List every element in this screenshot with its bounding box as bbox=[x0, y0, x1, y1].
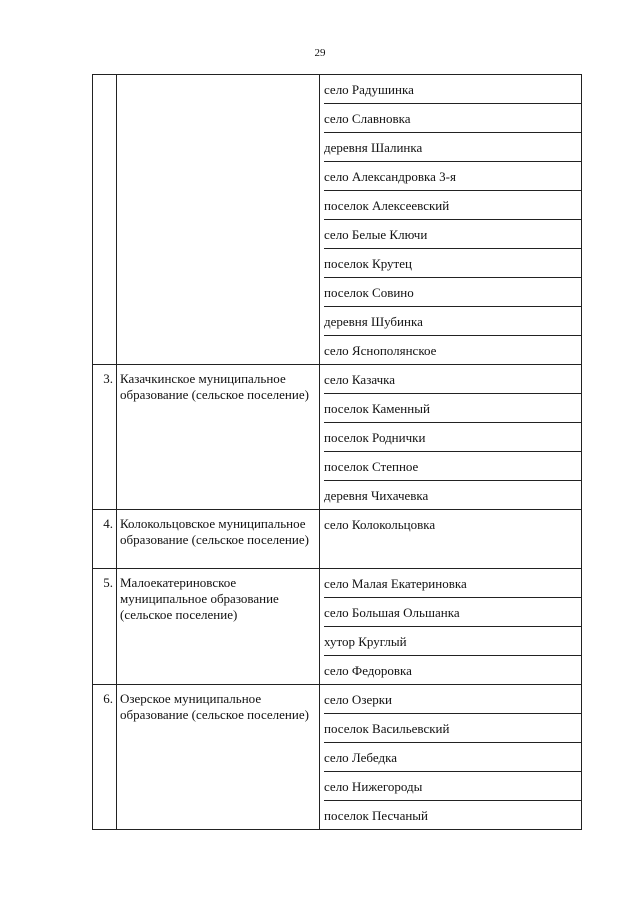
formation-number: 3. bbox=[93, 365, 117, 510]
settlements-table bbox=[92, 74, 582, 830]
settlement-item: село Нижегороды bbox=[324, 772, 581, 801]
formation-number: 4. bbox=[93, 510, 117, 569]
formation-number bbox=[93, 75, 117, 365]
settlement-item: поселок Совино bbox=[324, 278, 581, 307]
settlement-item: поселок Васильевский bbox=[324, 714, 581, 743]
settlement-item: деревня Чихачевка bbox=[324, 488, 429, 503]
settlement-item: село Озерки bbox=[324, 685, 581, 714]
settlement-item: поселок Песчаный bbox=[324, 808, 428, 823]
settlement-item: поселок Крутец bbox=[324, 249, 581, 278]
formation-number: 6. bbox=[93, 685, 117, 830]
formation-name: Малоекатериновское муниципальное образование (сельское поселение) bbox=[117, 569, 320, 685]
settlements-cell bbox=[320, 569, 582, 685]
settlements-cell bbox=[320, 365, 582, 510]
settlement-item: село Колокольцовка bbox=[324, 517, 436, 532]
table-row bbox=[93, 569, 582, 685]
table-row bbox=[93, 365, 582, 510]
formation-number: 5. bbox=[93, 569, 117, 685]
table-row bbox=[93, 75, 582, 365]
page-number: 29 bbox=[314, 47, 326, 59]
settlement-item: село Большая Ольшанка bbox=[324, 598, 581, 627]
settlements-cell bbox=[320, 75, 582, 365]
settlement-item: село Казачка bbox=[324, 365, 581, 394]
table-row bbox=[93, 685, 582, 830]
settlement-item: деревня Шубинка bbox=[324, 307, 581, 336]
settlement-item: село Радушинка bbox=[324, 75, 581, 104]
formation-name bbox=[117, 75, 320, 365]
settlement-item: село Славновка bbox=[324, 104, 581, 133]
settlement-item: село Лебедка bbox=[324, 743, 581, 772]
settlement-item: село Александровка 3-я bbox=[324, 162, 581, 191]
settlement-item: село Малая Екатериновка bbox=[324, 569, 581, 598]
settlement-item: поселок Алексеевский bbox=[324, 191, 581, 220]
settlement-item: поселок Каменный bbox=[324, 394, 581, 423]
formation-name: Колокольцовское муниципальное образование (сельское поселение) bbox=[117, 510, 320, 569]
settlement-item: поселок Роднички bbox=[324, 423, 581, 452]
settlement-item: село Белые Ключи bbox=[324, 220, 581, 249]
formation-name: Казачкинское муниципальное образование (сельское поселение) bbox=[117, 365, 320, 510]
settlement-item: село Яснополянское bbox=[324, 343, 437, 358]
settlements-cell bbox=[320, 510, 582, 569]
settlement-item: хутор Круглый bbox=[324, 627, 581, 656]
settlement-item: село Федоровка bbox=[324, 663, 412, 678]
formation-name: Озерское муниципальное образование (сельское поселение) bbox=[117, 685, 320, 830]
table-row bbox=[93, 510, 582, 569]
settlement-item: деревня Шалинка bbox=[324, 133, 581, 162]
settlement-item: поселок Степное bbox=[324, 452, 581, 481]
settlements-cell bbox=[320, 685, 582, 830]
